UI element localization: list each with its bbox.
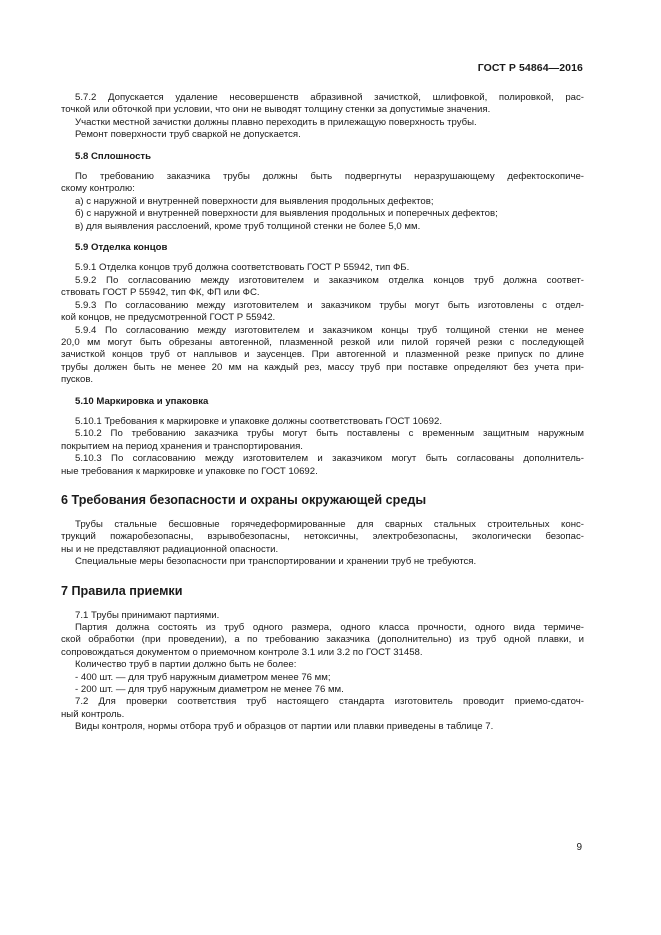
- paragraph-5-9-2-line2: ствовать ГОСТ Р 55942, тип ФК, ФП или ФС.: [61, 287, 260, 299]
- paragraph-6-line1: Трубы стальные бесшовные горячедеформированные для сварных стальных строительных конс-: [75, 518, 584, 530]
- paragraph-5-7-2-line2: точкой или обточкой при условии, что они не выводят толщину стенки за допустимые значения.: [61, 104, 491, 116]
- paragraph-5-9-2-line1: 5.9.2 По согласованию между изготовителем и заказчиком отделка концов труб должна соответ-: [75, 274, 584, 286]
- paragraph-5-9-1: 5.9.1 Отделка концов труб должна соответствовать ГОСТ Р 55942, тип ФБ.: [75, 262, 410, 274]
- paragraph-5-10-3-line2: ные требования к маркировке и упаковке по ГОСТ 10692.: [61, 465, 318, 477]
- paragraph-5-10-1: 5.10.1 Требования к маркировке и упаковке должны соответствовать ГОСТ 10692.: [75, 415, 442, 427]
- section-heading-7: 7 Правила приемки: [61, 583, 183, 598]
- paragraph-5-9-3-line1: 5.9.3 По согласованию между изготовителем и заказчиком трубы могут быть изготовлены с отдел-: [75, 299, 584, 311]
- paragraph-6-line2: трукций пожаробезопасны, взрывобезопасны, нетоксичны, электробезопасны, экологически безопас-: [61, 531, 584, 543]
- document-body: [61, 92, 584, 734]
- paragraph-5-7-2-cleaning: Участки местной зачистки должны плавно переходить в прилежащую поверхность трубы.: [75, 116, 477, 128]
- paragraph-7-1-batch-line1: Партия должна состоять из труб одного размера, одного класса прочности, одного вида термиче-: [75, 622, 584, 633]
- paragraph-5-8-line1: По требованию заказчика трубы должны быть подвергнуты неразрушающему дефектоскопиче-: [75, 171, 584, 183]
- paragraph-5-9-4-line5: пусков.: [61, 374, 94, 386]
- paragraph-5-10-2-line1: 5.10.2 По требованию заказчика трубы могут быть поставлены с временным защитным наружным: [75, 428, 584, 440]
- list-item-7-1-400: - 400 шт. — для труб наружным диаметром менее 76 мм;: [75, 671, 331, 683]
- list-item-5-8-a: а) с наружной и внутренней поверхности для выявления продольных дефектов;: [75, 195, 434, 207]
- paragraph-5-9-4-line4: трубы должен быть не менее 20 мм на каждый рез, массу труб при поставке определяют без учета при-: [61, 361, 584, 373]
- paragraph-5-10-2-line2: покрытием на период хранения и транспортирования.: [61, 440, 303, 452]
- paragraph-7-2-line2: ный контроль.: [61, 708, 125, 720]
- paragraph-5-7-2-repair: Ремонт поверхности труб сваркой не допускается.: [75, 129, 301, 141]
- paragraph-5-9-4-line2: 20,0 мм могут быть обрезаны автогенной, плазменной резкой или пилой горячей резки с последующей: [61, 336, 584, 348]
- paragraph-7-1-quantity: Количество труб в партии должно быть не более:: [75, 659, 297, 671]
- document-header: ГОСТ Р 54864—2016: [477, 62, 583, 74]
- paragraph-7-1: 7.1 Трубы принимают партиями.: [75, 609, 220, 621]
- paragraph-6-safety: Специальные меры безопасности при транспортировании и хранении труб не требуются.: [75, 556, 477, 568]
- section-heading-6: 6 Требования безопасности и охраны окружающей среды: [61, 492, 427, 507]
- paragraph-7-2-control-types: Виды контроля, нормы отбора труб и образцов от партии или плавки приведены в таблице 7.: [75, 721, 494, 733]
- paragraph-6-line3: ны и не представляют радиационной опасности.: [61, 543, 279, 555]
- section-heading-5-8: 5.8 Сплошность: [75, 150, 152, 162]
- paragraph-5-9-4-line3: зачисткой концов труб от наплывов и заусенцев. При автогенной и плазменной резке припуск по длине: [61, 349, 584, 361]
- paragraph-5-10-3-line1: 5.10.3 По согласованию между изготовителем и заказчиком могут быть согласованы дополнитель-: [75, 453, 584, 465]
- paragraph-7-1-batch-line2: ской обработки (при проведении), а по требованию заказчика (дополнительно) из труб одной плавки, и: [61, 634, 584, 646]
- list-item-7-1-200: - 200 шт. — для труб наружным диаметром не менее 76 мм.: [75, 684, 344, 696]
- section-heading-5-9: 5.9 Отделка концов: [75, 242, 168, 254]
- paragraph-7-1-batch-line3: сопровождаться документом о приемочном контроле 3.1 или 3.2 по ГОСТ 31458.: [61, 646, 423, 658]
- paragraph-5-9-4-line1: 5.9.4 По согласованию между изготовителем и заказчиком концы труб толщиной стенки не менее: [75, 324, 584, 336]
- paragraph-5-9-3-line2: кой концов, не предусмотренной ГОСТ Р 55942.: [61, 312, 276, 324]
- paragraph-7-2-line1: 7.2 Для проверки соответствия труб настоящего стандарта изготовитель проводит приемо-сдаточ-: [75, 696, 584, 708]
- paragraph-5-8-line2: скому контролю:: [61, 183, 135, 195]
- list-item-5-8-c: в) для выявления расслоений, кроме труб толщиной стенки не более 5,0 мм.: [75, 220, 421, 232]
- list-item-5-8-b: б) с наружной и внутренней поверхности для выявления продольных и поперечных дефектов;: [75, 208, 498, 220]
- page-number: 9: [576, 842, 582, 853]
- section-heading-5-10: 5.10 Маркировка и упаковка: [75, 395, 209, 407]
- paragraph-5-7-2-line1: 5.7.2 Допускается удаление несовершенств абразивной зачисткой, шлифовкой, полировкой, рас-: [75, 92, 584, 103]
